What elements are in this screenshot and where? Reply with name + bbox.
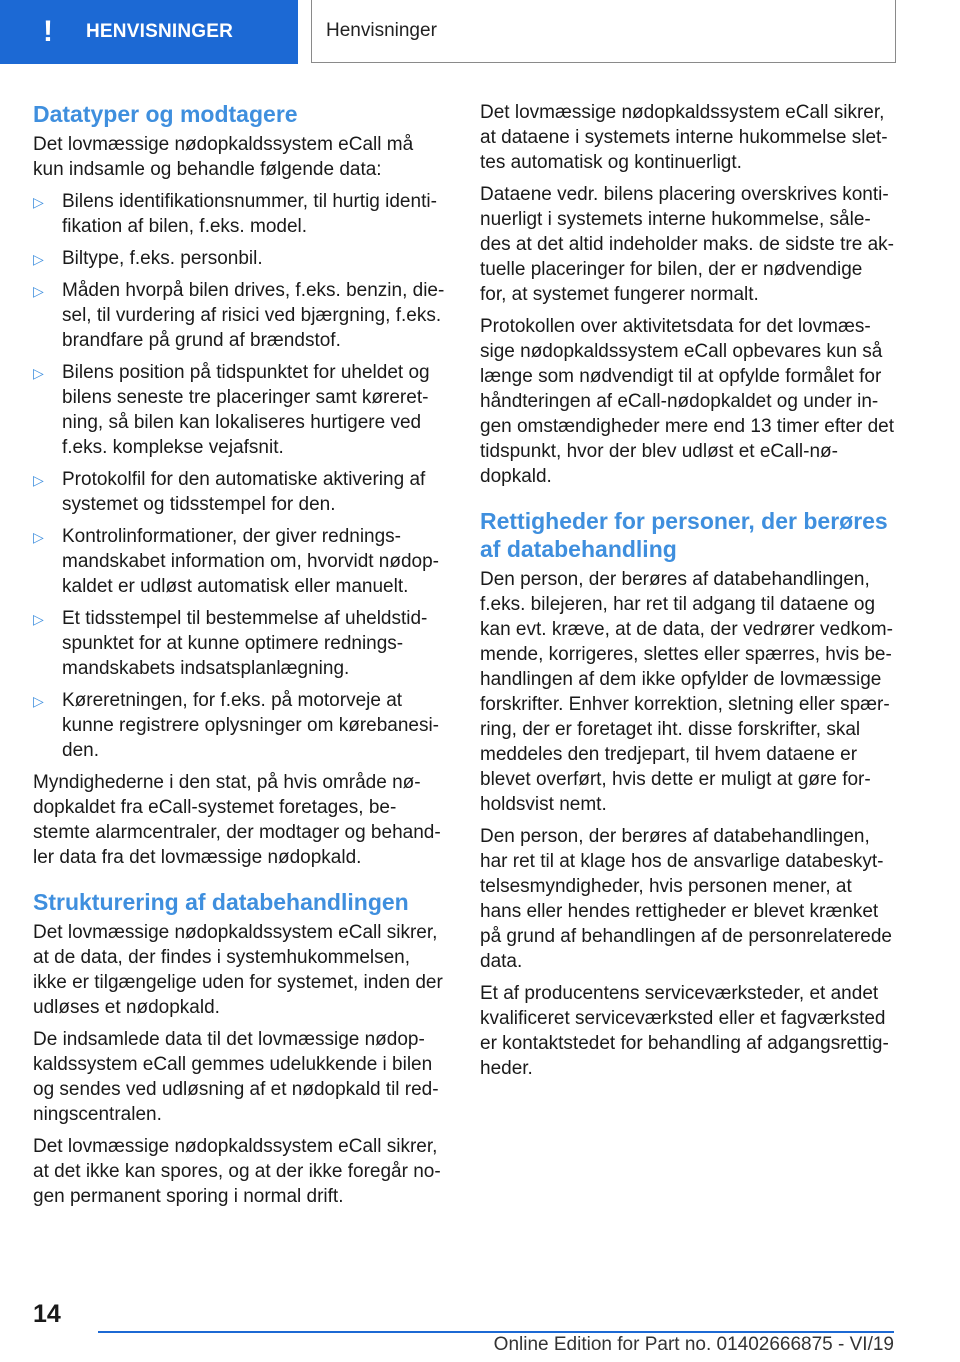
heading-data-types: Datatyper og modtagere	[33, 101, 298, 127]
triangle-bullet-icon: ▷	[33, 693, 44, 709]
heading-rights: Rettigheder for personer, der berøres af databehandling	[480, 508, 888, 562]
triangle-bullet-icon: ▷	[33, 529, 44, 545]
list-item: ▷ Bilens identifikationsnummer, til hurtig identi-fikation af bilen, f.eks. model.	[33, 191, 437, 237]
section-title-box	[311, 0, 896, 63]
heading-structuring: Strukturering af databehandlingen	[33, 889, 409, 915]
triangle-bullet-icon: ▷	[33, 194, 44, 210]
section-tab-label: HENVISNINGER	[86, 21, 234, 42]
list-item: ▷ Biltype, f.eks. personbil.	[33, 246, 447, 271]
list-item: ▷ Køreretningen, for f.eks. på motorveje at kunne registrere oplysninger om kørebanesi-den.	[33, 690, 440, 761]
triangle-bullet-icon: ▷	[33, 283, 44, 299]
exclamation-icon: !	[43, 15, 53, 48]
list-item: ▷ Protokolfil for den automatiske aktivering af systemet og tidsstempel for den.	[33, 469, 426, 515]
rights-paragraph-3: Et af producentens serviceværksteder, et andet kvalificeret serviceværksted eller et fagværksted er kontaktstedet for behandling af adgangsrettig-heder.	[480, 983, 889, 1079]
triangle-bullet-icon: ▷	[33, 472, 44, 488]
intro-paragraph: Det lovmæssige nødopkaldssystem eCall må kun indsamle og behandle følgende data:	[33, 134, 414, 180]
section-title: Henvisninger	[326, 20, 437, 41]
position-paragraph: Dataene vedr. bilens placering overskrives konti-nuerligt i systemets interne hukommelse, såle-des at det altid indeholder maks. de sidste tre ak-tuelle placeringer for bilen, der er nødvendige for, at systemet fungerer normalt.	[480, 184, 895, 305]
authorities-paragraph: Myndighederne i den stat, på hvis område nø-dopkaldet fra eCall-systemet foretages, be-stemte alarmcentraler, der modtager og behand-ler data fra det lovmæssige nødopkald.	[33, 772, 441, 868]
triangle-bullet-icon: ▷	[33, 365, 44, 381]
list-item: ▷ Måden hvorpå bilen drives, f.eks. benzin, die-sel, til vurdering af risici ved bjærgning, f.eks. brandfare på grund af brændstof.	[33, 280, 445, 351]
triangle-bullet-icon: ▷	[33, 251, 44, 267]
footer-edition: Online Edition for Part no. 01402666875 - VI/19	[493, 1334, 894, 1355]
triangle-bullet-icon: ▷	[33, 611, 44, 627]
list-item: ▷ Bilens position på tidspunktet for uheldet og bilens seneste tre placeringer samt køreret-ning, så bilen kan lokaliseres hurtigere ved f.eks. komplekse vejafsnit.	[33, 362, 430, 458]
structuring-paragraph-2: De indsamlede data til det lovmæssige nødop-kaldssystem eCall gemmes udelukkende i bilen og sendes ved udløsning af et nødopkald til red-ningscentralen.	[33, 1029, 439, 1125]
section-tab[interactable]	[0, 0, 298, 64]
deletion-paragraph: Det lovmæssige nødopkaldssystem eCall sikrer, at dataene i systemets interne hukommelse slet-tes automatisk og kontinuerligt.	[480, 102, 888, 173]
data-list	[33, 189, 447, 763]
list-item: ▷ Et tidsstempel til bestemmelse af uheldstid-spunktet for at kunne optimere rednings-mandskabets indsatsplanlægning.	[33, 608, 428, 679]
footer-divider	[98, 1331, 894, 1333]
structuring-paragraph-3: Det lovmæssige nødopkaldssystem eCall sikrer, at det ikke kan spores, og at der ikke foregår no-gen permanent sporing i normal drift.	[33, 1136, 441, 1207]
list-item: ▷ Kontrolinformationer, der giver rednings-mandskabet information om, hvorvidt nødop-kaldet er udløst automatisk eller manuelt.	[33, 526, 440, 597]
structuring-paragraph-1: Det lovmæssige nødopkaldssystem eCall sikrer, at de data, der findes i systemhukommelsen, ikke er tilgængelige uden for systemet, inden der udløses et nødopkald.	[33, 922, 443, 1018]
left-column	[33, 100, 447, 1216]
rights-paragraph-1: Den person, der berøres af databehandlingen, f.eks. bilejeren, har ret til adgang til dataene og kan evt. kræve, at de data, der vedrører vedkom-mende, korrigeres, slettes eller spærres, hvis be-handlingen af dem ikke opfylder de lovmæssige forskrifter. Enhver korrektion, sletning eller spær-ring, der er foretaget iht. disse forskrifter, skal meddeles den tredjepart, til hvem dataene er blevet overført, hvis dette er muligt at gøre for-holdsvist nemt.	[480, 569, 893, 815]
protocol-paragraph: Protokollen over aktivitetsdata for det lovmæs-sige nødopkaldssystem eCall opbevares kun så længe som nødvendigt til at opfylde formålet for håndteringen af eCall-nødopkaldet og under in-gen omstændigheder mere end 13 timer efter det tidspunkt, hvor der blev udløst et eCall-nø-dopkald.	[480, 316, 895, 487]
rights-paragraph-2: Den person, der berøres af databehandlingen, har ret til at klage hos de ansvarlige databeskyt-telsesmyndigheder, hvis personen mener, at hans eller hendes rettigheder er blevet krænket på grund af behandlingen af de personrelaterede data.	[480, 826, 892, 972]
page-number: 14	[33, 1300, 61, 1328]
right-column	[480, 100, 894, 1088]
